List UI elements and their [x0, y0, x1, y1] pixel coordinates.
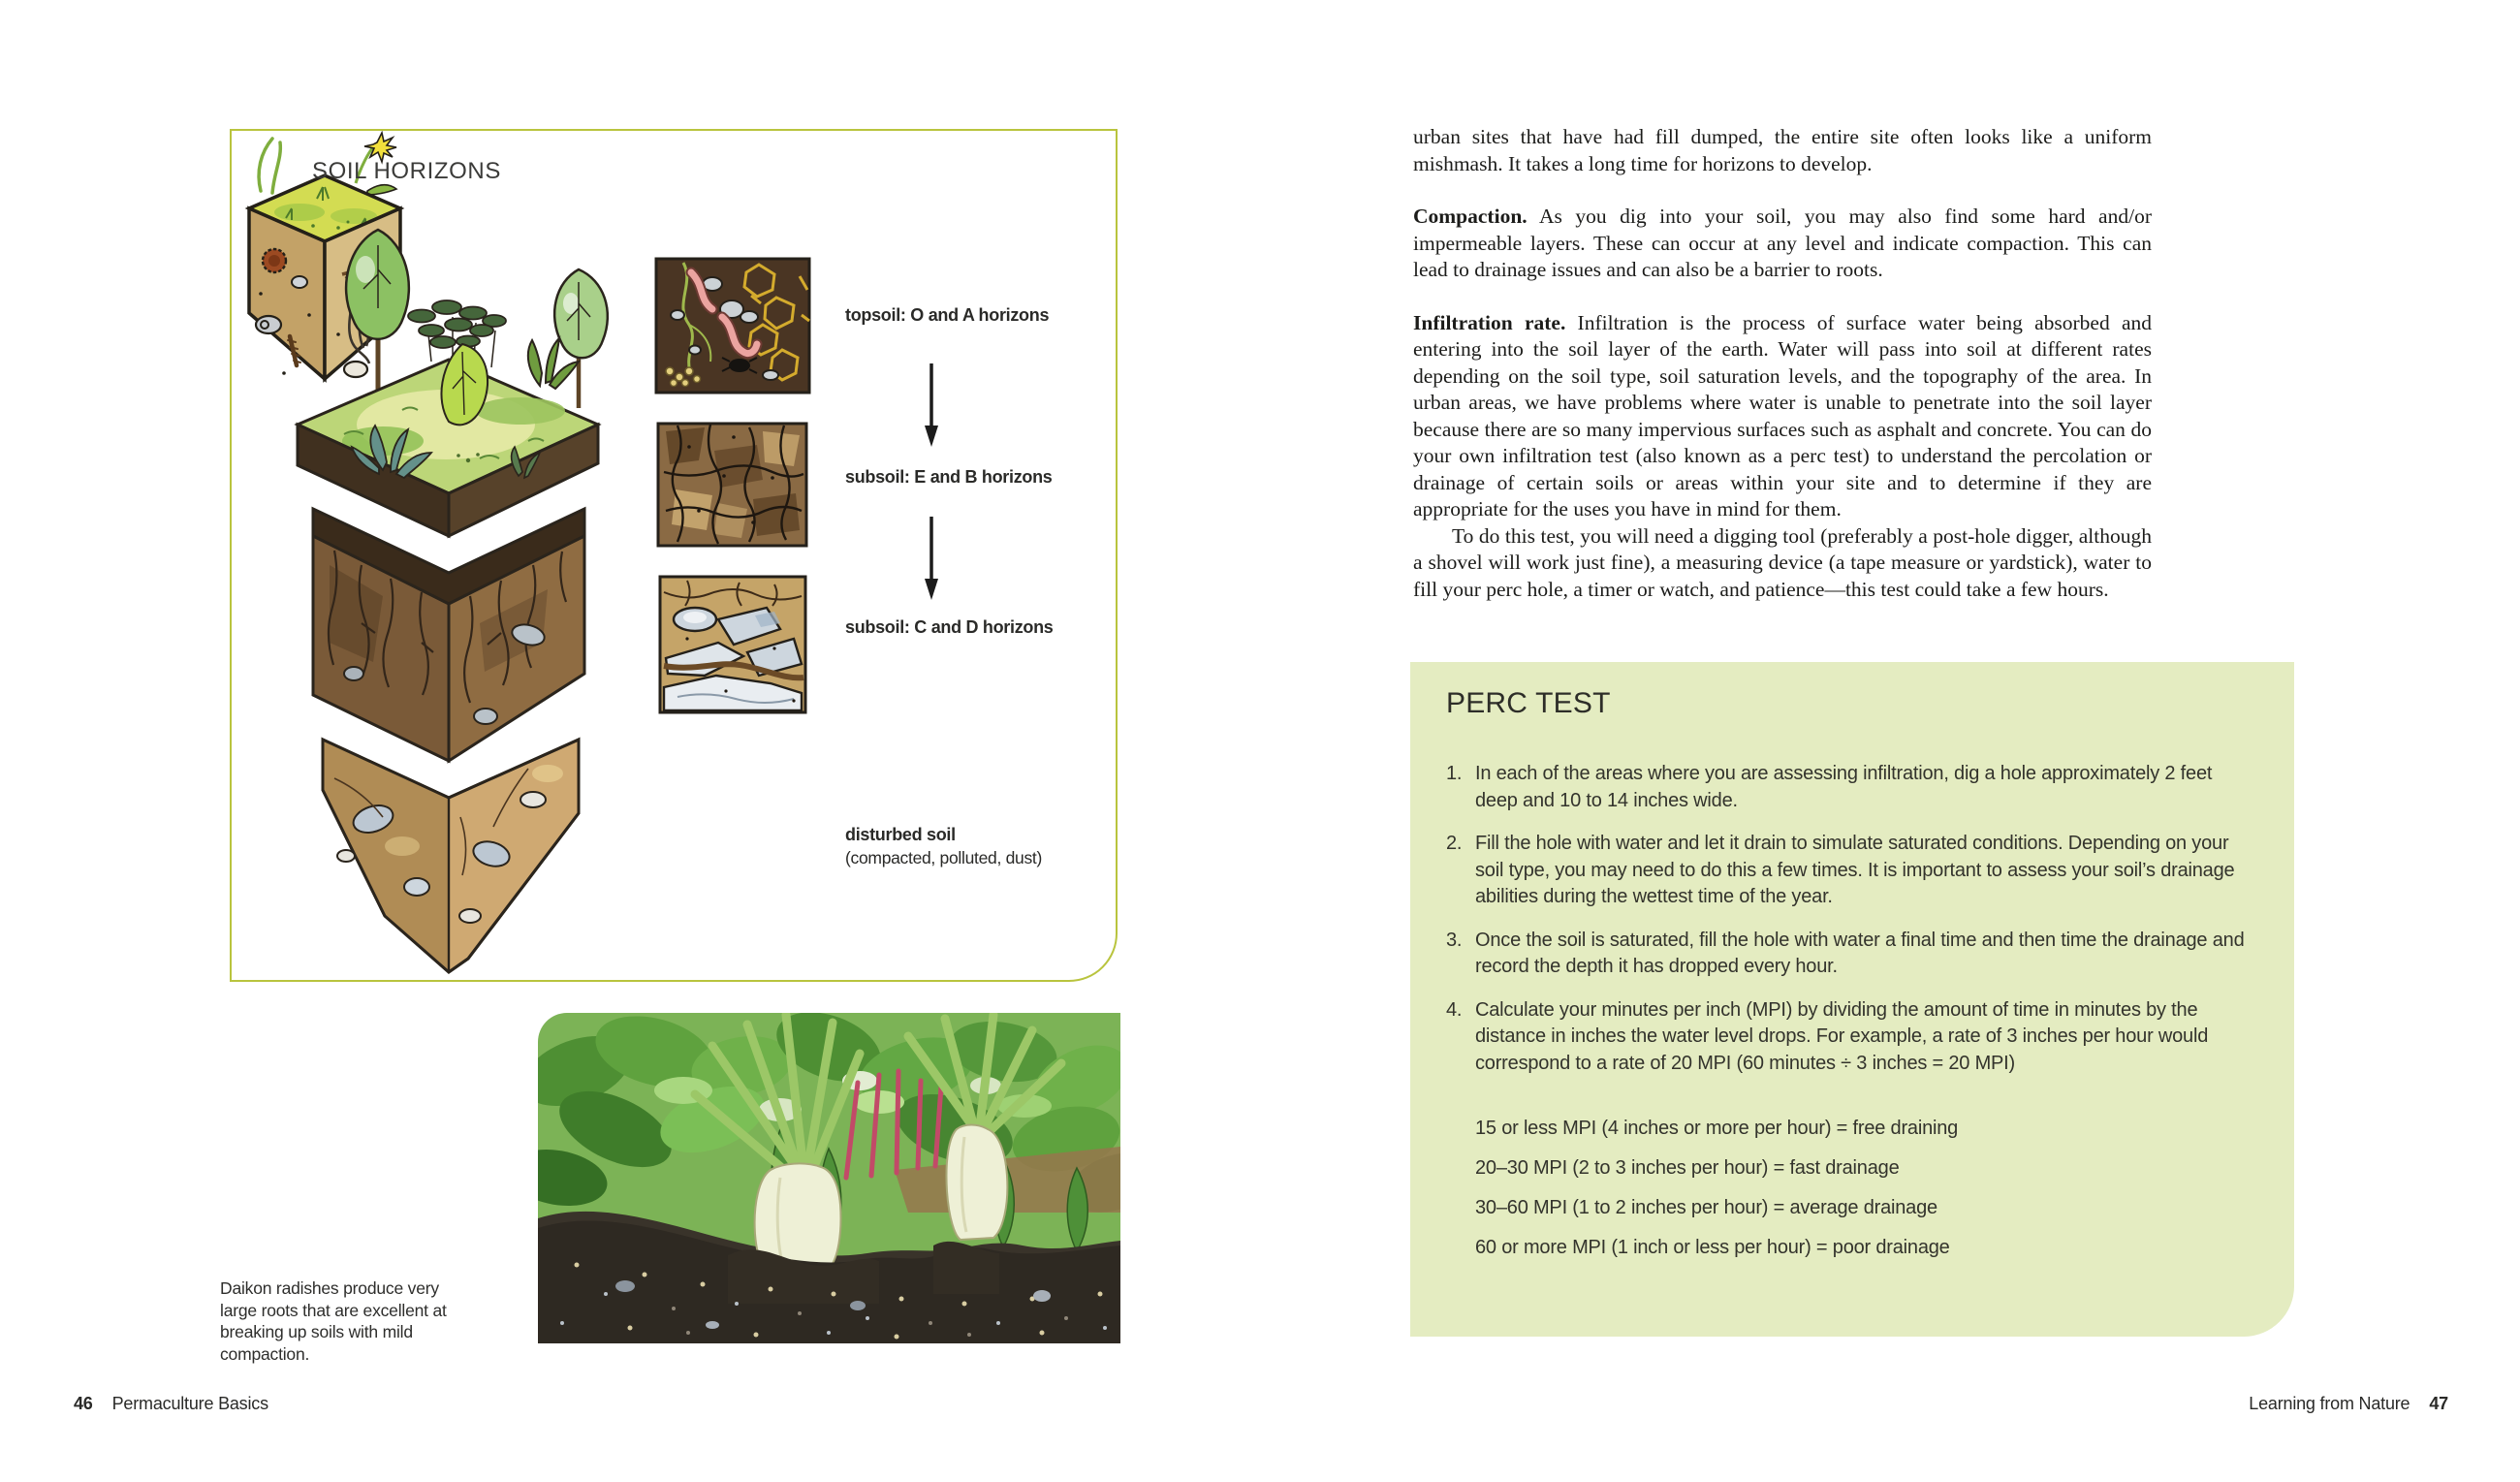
subsoil-cd-thumbnail — [658, 575, 807, 714]
mpi-ratings-list — [1475, 1116, 2255, 1262]
mpi-rating: 20–30 MPI (2 to 3 inches per hour) = fast drainage — [1475, 1157, 1900, 1179]
label-subsoil-cd-text: subsoil: C and D horizons — [845, 617, 1054, 637]
body-text-column — [1413, 124, 2152, 603]
paragraph — [1413, 523, 2152, 604]
right-folio — [2249, 1394, 2448, 1414]
list-item — [1446, 831, 2255, 911]
list-item — [1446, 761, 2255, 814]
soil-column-illustration — [237, 216, 654, 982]
mpi-rating: 15 or less MPI (4 inches or more per hour) = free draining — [1475, 1118, 1959, 1139]
paragraph-lead: Infiltration rate. — [1413, 310, 1566, 334]
left-folio — [74, 1394, 268, 1414]
list-item-number: 3. — [1446, 929, 1463, 951]
label-subsoil-eb — [845, 467, 1053, 488]
page-number: 46 — [74, 1394, 93, 1413]
down-arrow-icon — [924, 363, 939, 447]
list-item-number: 4. — [1446, 998, 1463, 1021]
parent-material-block — [323, 740, 579, 972]
paragraph — [1413, 310, 2152, 523]
label-disturbed-soil-text: disturbed soil — [845, 825, 956, 844]
running-head: Learning from Nature — [2249, 1394, 2410, 1413]
paragraph — [1413, 124, 2152, 177]
grass-blade-icon — [259, 139, 280, 193]
soil-horizons-panel — [230, 129, 1118, 982]
perc-test-sidebar — [1410, 662, 2294, 1337]
mpi-rating: 30–60 MPI (1 to 2 inches per hour) = average drainage — [1475, 1197, 1937, 1218]
list-item — [1446, 997, 2255, 1078]
topsoil-thumbnail — [654, 257, 811, 394]
page-number: 47 — [2429, 1394, 2448, 1413]
perc-steps-list — [1446, 761, 2255, 1077]
paragraph-text: To do this test, you will need a digging tool (preferably a post-hole digger, although a shovel will work just fine), a measuring device (a tape measure or yardstick), water to fill your perc hole, a timer or watch, and patience—this test could take a few hours. — [1413, 523, 2152, 601]
list-item-text: Calculate your minutes per inch (MPI) by dividing the amount of time in minutes by the distance in inches the water level drops. For example, a rate of 3 inches per hour would correspond to a rate of 20 MPI (60 minutes ÷ 3 inches = 20 MPI) — [1475, 998, 2209, 1074]
paragraph-text: As you dig into your soil, you may also find some hard and/or impermeable layers. These can occur at any level and indicate compaction. This can lead to drainage issues and can also be a barrier to roots. — [1413, 205, 2152, 281]
label-subsoil-cd — [845, 617, 1054, 638]
sidebar-title: PERC TEST — [1446, 687, 1611, 719]
label-subsoil-eb-text: subsoil: E and B horizons — [845, 467, 1053, 487]
tree-icon — [554, 269, 608, 408]
list-item — [1446, 928, 2255, 981]
panel-title: SOIL HORIZONS — [312, 158, 501, 184]
daikon-radish-photo — [538, 1013, 1120, 1343]
list-item-number: 2. — [1446, 833, 1463, 854]
label-topsoil-text: topsoil: O and A horizons — [845, 305, 1050, 325]
photo-caption: Daikon radishes produce very large roots that are excellent at breaking up soils with mild compaction. — [220, 1278, 447, 1364]
paragraph — [1413, 204, 2152, 284]
label-topsoil — [845, 305, 1049, 326]
down-arrow-icon — [924, 517, 939, 600]
list-item-text: Fill the hole with water and let it drain to simulate saturated conditions. Depending on your soil type, you may need to do this a few times. It is important to assess your soil’s drainage abilities during the wettest time of the year. — [1475, 833, 2235, 907]
mpi-rating: 60 or more MPI (1 inch or less per hour) = poor drainage — [1475, 1237, 1950, 1258]
running-head: Permaculture Basics — [111, 1394, 268, 1413]
label-disturbed-soil-sub: (compacted, polluted, dust) — [845, 848, 1042, 867]
list-item-text: In each of the areas where you are assessing infiltration, dig a hole approximately 2 feet deep and 10 to 14 inches wide. — [1475, 763, 2213, 811]
paragraph-text: urban sites that have had fill dumped, the entire site often looks like a uniform mishmash. It takes a long time for horizons to develop. — [1413, 125, 2152, 175]
subsoil-eb-thumbnail — [656, 422, 808, 548]
list-item-number: 1. — [1446, 763, 1463, 784]
subsoil-block — [313, 536, 584, 761]
label-disturbed-soil — [845, 825, 1042, 868]
paragraph-lead: Compaction. — [1413, 205, 1528, 228]
list-item-text: Once the soil is saturated, fill the hole with water a final time and then time the drainage and record the depth it has dropped every hour. — [1475, 929, 2245, 977]
paragraph-text: Infiltration is the process of surface water being absorbed and entering into the soil layer of the earth. Water will pass into soil at different rates depending on the soil type, soil saturation levels, and the topography of the area. In urban areas, we have problems where water is unable to penetrate into the soil layer because there are so many impervious surfaces such as asphalt and concrete. You can do your own infiltration test (also known as a perc test) to understand the percolation or drainage of certain soils or areas within your site and to determine if they are appropriate for the uses you have in mind for them. — [1413, 310, 2152, 520]
